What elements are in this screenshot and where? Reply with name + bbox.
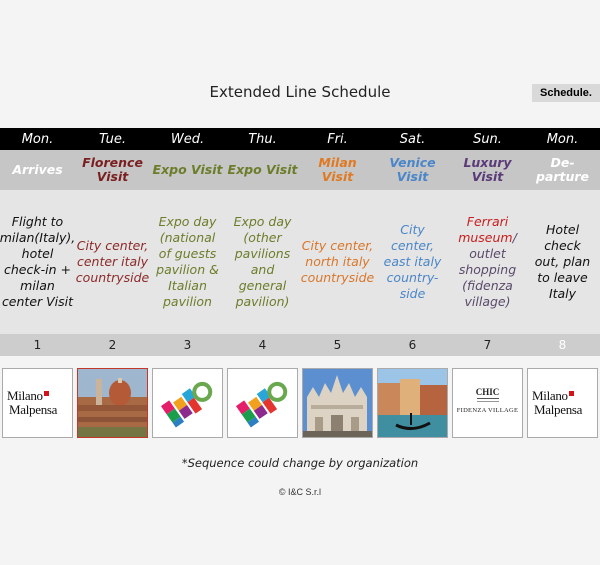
day-description: City center, north italy countryside [300,238,375,285]
expo-logo [152,368,223,438]
venice-photo [377,368,448,438]
event-label: Arrives [12,162,63,177]
day-label: Mon. [546,131,579,147]
day-description: Expo day (national of guests pavilion & Italian pavilion [156,214,219,309]
event-label: De-parture [535,155,590,184]
day-description: Flight to milan(Italy), hotel check-in + milan center Visit [0,214,76,309]
description-row [0,190,600,334]
sequence-note: *Sequence could change by organization [181,456,419,470]
day-number: 5 [333,338,342,352]
event-label: Venice Visit [389,155,436,184]
day-number-row [0,334,600,356]
event-label: Expo Visit [152,162,223,177]
schedule-badge: Schedule. [532,84,600,102]
milano-malpensa-logo: Milano Malpensa [527,368,598,438]
day-label: Sun. [473,131,502,147]
day-label: Fri. [327,131,348,147]
day-description: City center, east italy country-side [383,222,442,301]
day-number: 1 [33,338,42,352]
day-label: Sat. [399,131,426,147]
events-row [0,150,600,190]
event-label: Florence Visit [82,155,143,184]
day-label: Wed. [170,131,205,147]
copyright: © I&C S.r.l [278,487,322,497]
day-label: Tue. [98,131,126,147]
day-description: Expo day (other pavilions and general pavilion) [233,214,292,309]
expo-logo [227,368,298,438]
day-number: 3 [183,338,192,352]
event-label: Milan Visit [318,155,357,184]
day-number: 4 [258,338,267,352]
event-label: Expo Visit [227,162,298,177]
milan-duomo-photo [302,368,373,438]
day-label: Mon. [21,131,54,147]
day-description: Hotel check out, plan to leave Italy [534,222,591,301]
outlet-text: / outlet shopping (fidenza village) [458,230,517,309]
day-number: 7 [483,338,492,352]
day-description: City center, center italy countryside [75,238,150,285]
day-description-sun [450,190,525,334]
day-number: 6 [408,338,417,352]
day-number: 2 [108,338,117,352]
milano-malpensa-logo: Milano Malpensa [2,368,73,438]
day-number: 8 [558,338,567,352]
page-title: Extended Line Schedule [209,83,391,101]
event-label: Luxury Visit [463,155,512,184]
florence-photo [77,368,148,438]
fidenza-village-logo: CHIC FIDENZA VILLAGE [452,368,523,438]
day-label: Thu. [248,131,277,147]
images-row [0,368,600,440]
days-row [0,128,600,150]
ferrari-highlight: Ferrari museum [458,214,513,245]
